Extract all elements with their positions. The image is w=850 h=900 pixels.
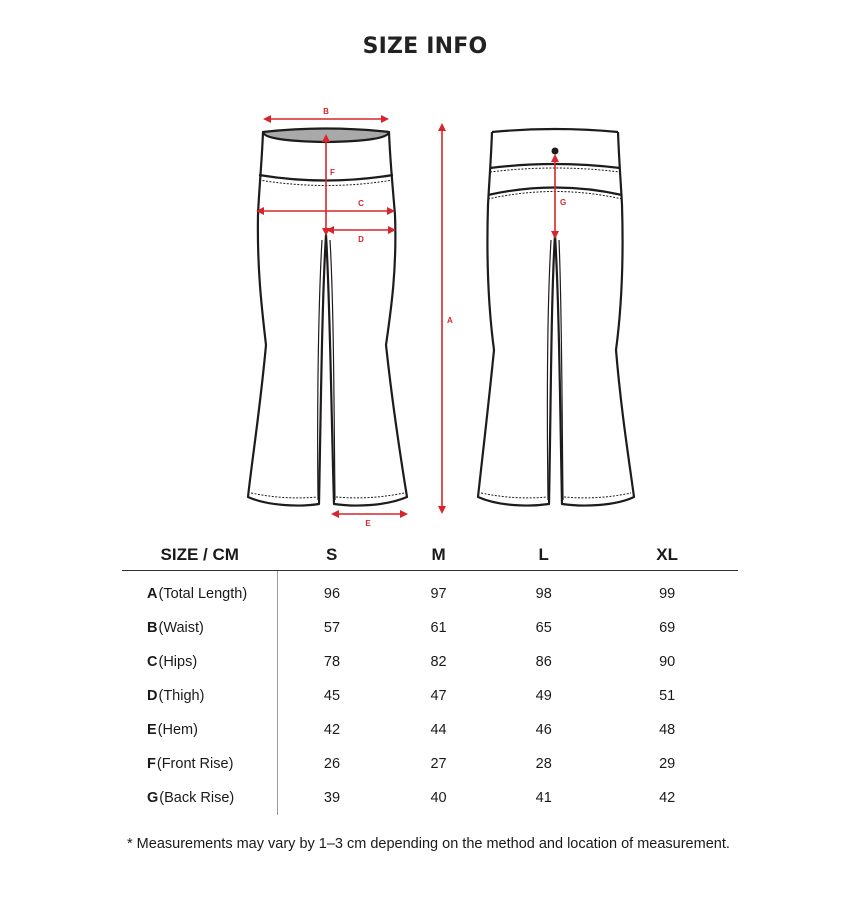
row-label (122, 713, 278, 747)
header-xl: XL (596, 540, 738, 571)
cell-l: 46 (535, 722, 552, 738)
measure-letter: F (147, 756, 156, 772)
cell-l: 86 (535, 654, 552, 670)
cell-xl: 51 (659, 688, 676, 704)
table-row (122, 611, 738, 645)
cell-xl: 42 (659, 790, 676, 806)
measure-name: (Waist) (158, 620, 204, 636)
measure-name: (Front Rise) (156, 756, 234, 772)
measurement-letters (323, 107, 566, 528)
table-row (122, 571, 738, 612)
table-row (122, 679, 738, 713)
table-header-row (122, 540, 738, 571)
label-g: G (560, 198, 567, 207)
measure-name: (Total Length) (158, 586, 248, 602)
cell-m: 27 (430, 756, 447, 772)
cell-l: 49 (535, 688, 552, 704)
header-m: M (386, 540, 491, 571)
cell-s: 57 (323, 620, 341, 636)
measure-name: (Back Rise) (159, 790, 235, 806)
row-label (122, 645, 278, 679)
measure-name: (Hips) (158, 654, 198, 670)
page-title: SIZE INFO (362, 34, 488, 59)
label-b: B (323, 107, 329, 116)
measure-letter: G (147, 790, 159, 806)
table-row (122, 645, 738, 679)
label-e: E (365, 519, 371, 528)
cell-l: 41 (535, 790, 552, 806)
row-label (122, 679, 278, 713)
cell-s: 39 (323, 790, 341, 806)
label-c: C (358, 199, 364, 208)
cell-l: 28 (535, 756, 552, 772)
row-label (122, 571, 278, 612)
table-row (122, 781, 738, 815)
cell-xl: 99 (659, 586, 676, 602)
measure-name: (Hem) (157, 722, 198, 738)
table-row (122, 713, 738, 747)
button-detail (552, 148, 558, 154)
cell-s: 42 (323, 722, 341, 738)
cell-s: 26 (323, 756, 341, 772)
size-table (122, 540, 738, 815)
cell-xl: 69 (659, 620, 676, 636)
label-f: F (330, 168, 335, 177)
label-d: D (358, 235, 364, 244)
cell-m: 40 (430, 790, 447, 806)
table-row (122, 747, 738, 781)
header-size-cm: SIZE / CM (122, 540, 278, 571)
cell-s: 45 (323, 688, 341, 704)
measurement-note: * Measurements may vary by 1–3 cm depending on the method and location of measurement. (127, 836, 730, 852)
cell-xl: 29 (659, 756, 676, 772)
row-label (122, 781, 278, 815)
measure-letter: A (147, 586, 158, 602)
cell-m: 47 (430, 688, 447, 704)
measure-name: (Thigh) (158, 688, 205, 704)
header-s: S (278, 540, 386, 571)
cell-m: 61 (430, 620, 447, 636)
cell-m: 97 (430, 586, 447, 602)
measure-letter: C (147, 654, 158, 670)
cell-l: 98 (535, 586, 552, 602)
cell-s: 96 (323, 586, 341, 602)
cell-xl: 48 (659, 722, 676, 738)
front-view (248, 129, 407, 506)
row-label (122, 747, 278, 781)
measure-letter: E (147, 722, 157, 738)
header-l: L (491, 540, 596, 571)
measure-letter: B (147, 620, 158, 636)
back-view (478, 129, 634, 506)
cell-xl: 90 (659, 654, 676, 670)
measurement-lines (260, 119, 555, 514)
cell-m: 44 (430, 722, 447, 738)
cell-s: 78 (323, 654, 341, 670)
cell-l: 65 (535, 620, 552, 636)
label-a: A (447, 316, 453, 325)
row-label (122, 611, 278, 645)
cell-m: 82 (430, 654, 447, 670)
measure-letter: D (147, 688, 158, 704)
